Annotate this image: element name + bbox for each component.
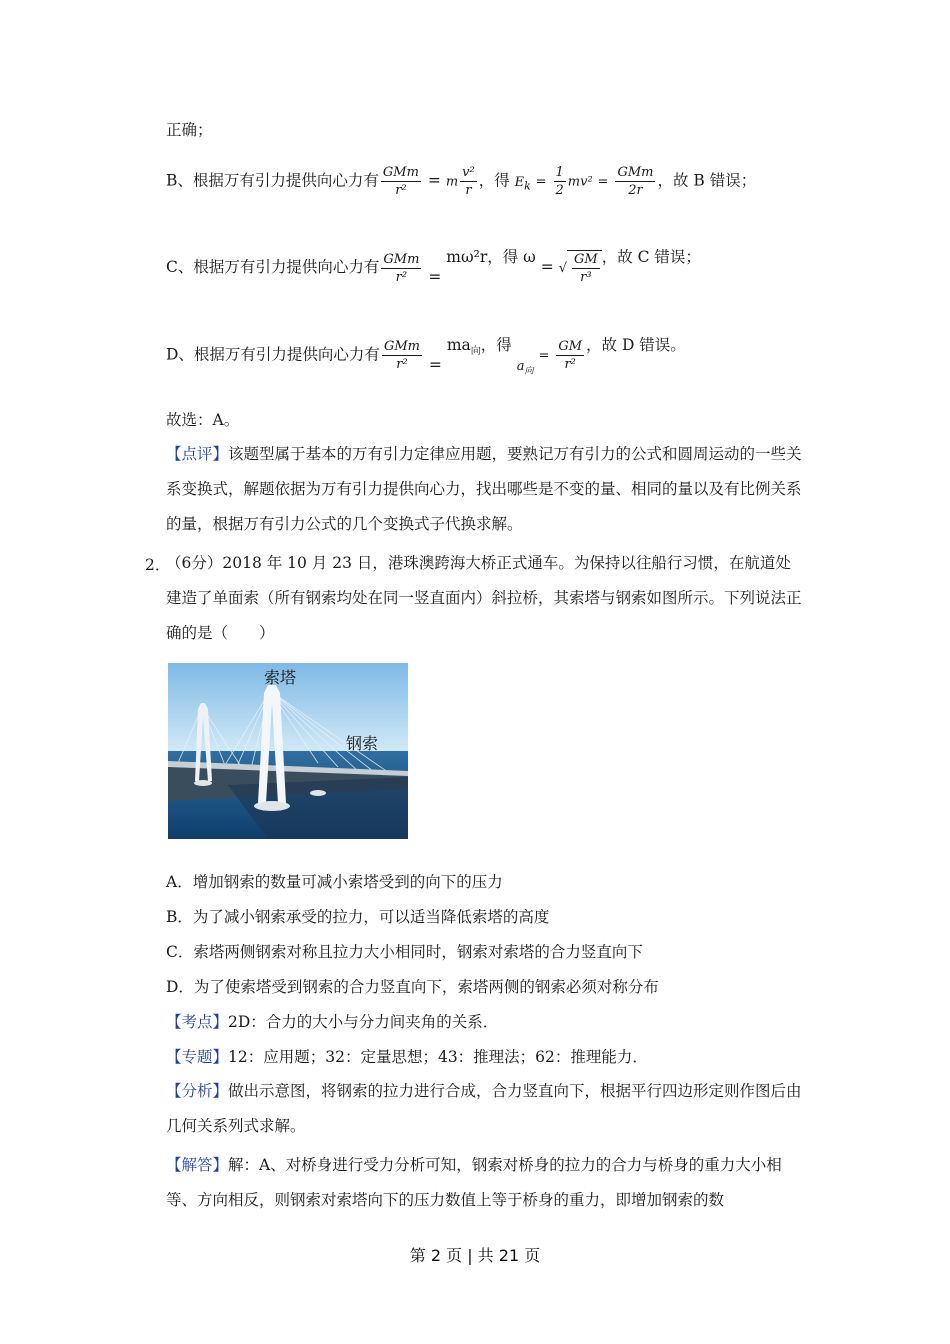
equals-sign: =: [428, 268, 442, 286]
zhuanti-tag: 【专题】: [166, 1048, 229, 1066]
option-b: B．为了减小钢索承受的拉力，可以适当降低索塔的高度: [166, 908, 550, 926]
zhuanti-text: 12：应用题；32：定量思想；43：推理法；62：推理能力．: [228, 1048, 648, 1066]
page-footer: 第 2 页 | 共 21 页: [409, 1246, 541, 1265]
fenxi-text: 做出示意图，将钢索的拉力进行合成，合力竖直向下，根据平行四边形定则作图后由几何关系列式求解。: [166, 1082, 802, 1135]
question-number: 2．: [145, 556, 171, 574]
fenxi-paragraph: [166, 1074, 806, 1144]
formula-half: $\frac{1}{2}$: [555, 165, 564, 198]
option-b-prefix: B、根据万有引力提供向心力有: [166, 171, 379, 190]
bridge-photo: [168, 663, 408, 839]
jieda-text: 解：A、对桥身进行受力分析可知，钢索对桥身的拉力的合力与桥身的重力大小相等、方向相反，则钢索对索塔向下的压力数值上等于桥身的重力，即增加钢索的数: [166, 1156, 782, 1209]
tower-label: 索塔: [264, 668, 297, 687]
formula-gmm-over-2r: $\frac{\text{GMm}}{2r}$: [617, 165, 654, 198]
formula-ma: $ma_向$: [446, 335, 481, 357]
acceleration-symbol: a向: [516, 358, 534, 377]
cable-label: 钢索: [346, 734, 379, 753]
option-c: C．索塔两侧钢索对称且拉力大小相同时，钢索对索塔的合力竖直向下: [166, 943, 643, 961]
review-text: 该题型属于基本的万有引力定律应用题，要熟记万有引力的公式和圆周运动的一些关系变换式，解题依据为万有引力提供向心力，找出哪些是不变的量、相同的量以及有比例关系的量，根据万有引力公式的几个变换式子代换求解。: [166, 445, 802, 533]
formula-gmm-over-r2: $\frac{\text{GMm}}{\text{r²}}$: [382, 165, 419, 198]
answer-text: 故选：A。: [166, 411, 240, 429]
option-c-suffix: ，故 C 错误；: [601, 248, 701, 266]
jieda-paragraph: [166, 1148, 806, 1218]
mass-symbol: m: [445, 174, 459, 190]
jieda-tag: 【解答】: [166, 1156, 229, 1174]
kaodian-text: 2D：合力的大小与分力间夹角的关系．: [228, 1013, 499, 1031]
option-c-mid: ，得 ω: [487, 248, 536, 266]
formula-m-omega2-r: mω²r: [446, 248, 488, 266]
option-d-suffix: ，故 D 错误。: [586, 335, 686, 354]
option-d-prefix: D、根据万有引力提供向心力有: [166, 345, 380, 364]
zhuanti-line: [166, 1046, 648, 1068]
option-b-mid: ，得: [478, 171, 510, 190]
fenxi-tag: 【分析】: [166, 1082, 229, 1100]
equals-sign: =: [538, 348, 550, 364]
kaodian-line: [166, 1011, 498, 1033]
continued-text: 正确；: [166, 121, 213, 139]
formula-gm-over-r2: $\frac{GM}{\text{r²}}$: [558, 339, 583, 372]
review-paragraph: [166, 437, 806, 542]
equals-sign: =: [428, 355, 442, 374]
option-a: A．增加钢索的数量可减小索塔受到的向下的压力: [166, 873, 503, 891]
kaodian-tag: 【考点】: [166, 1013, 229, 1031]
solution-option-d: [166, 335, 686, 377]
formula-mv2: mv²: [567, 174, 593, 190]
formula-gmm-over-r2: $\frac{\text{GMm}}{\text{r²}}$: [383, 339, 420, 372]
equals-sign: =: [427, 171, 441, 190]
option-c-prefix: C、根据万有引力提供向心力有: [166, 258, 380, 276]
solution-option-b: B、根据万有引力提供向心力有 $\frac{\text{GMm}}{\text{r²}}$ = m $\frac{\text{v²}}{r}$ ，得 $E_k$ = $\frac{1}{2}$ mv² = $\frac{\text{GMm}}{2r}$ ，故 B 错误；: [166, 165, 757, 198]
option-d: D．为了使索塔受到钢索的合力竖直向下，索塔两侧的钢索必须对称分布: [166, 978, 659, 996]
formula-sqrt-gm-over-r3: √ $\frac{GM}{\text{r³}}$: [559, 250, 602, 286]
formula-v2-over-r: $\frac{\text{v²}}{r}$: [462, 165, 475, 198]
review-tag: 【点评】: [166, 445, 229, 463]
solution-option-c: [166, 250, 701, 286]
question-stem: （6分）2018 年 10 月 23 日，港珠澳跨海大桥正式通车。为保持以往船行习惯，在航道处建造了单面索（所有钢索均处在同一竖直面内）斜拉桥，其索塔与钢索如图所示。下列说法正确的是（ ）: [166, 554, 802, 642]
equals-sign: =: [540, 258, 554, 276]
formula-gmm-over-r2: $\frac{\text{GMm}}{\text{r²}}$: [383, 251, 420, 285]
option-d-mid: ，得: [480, 335, 512, 354]
kinetic-energy-symbol: $E_k$: [514, 174, 531, 193]
option-b-suffix: ，故 B 错误；: [657, 171, 757, 190]
